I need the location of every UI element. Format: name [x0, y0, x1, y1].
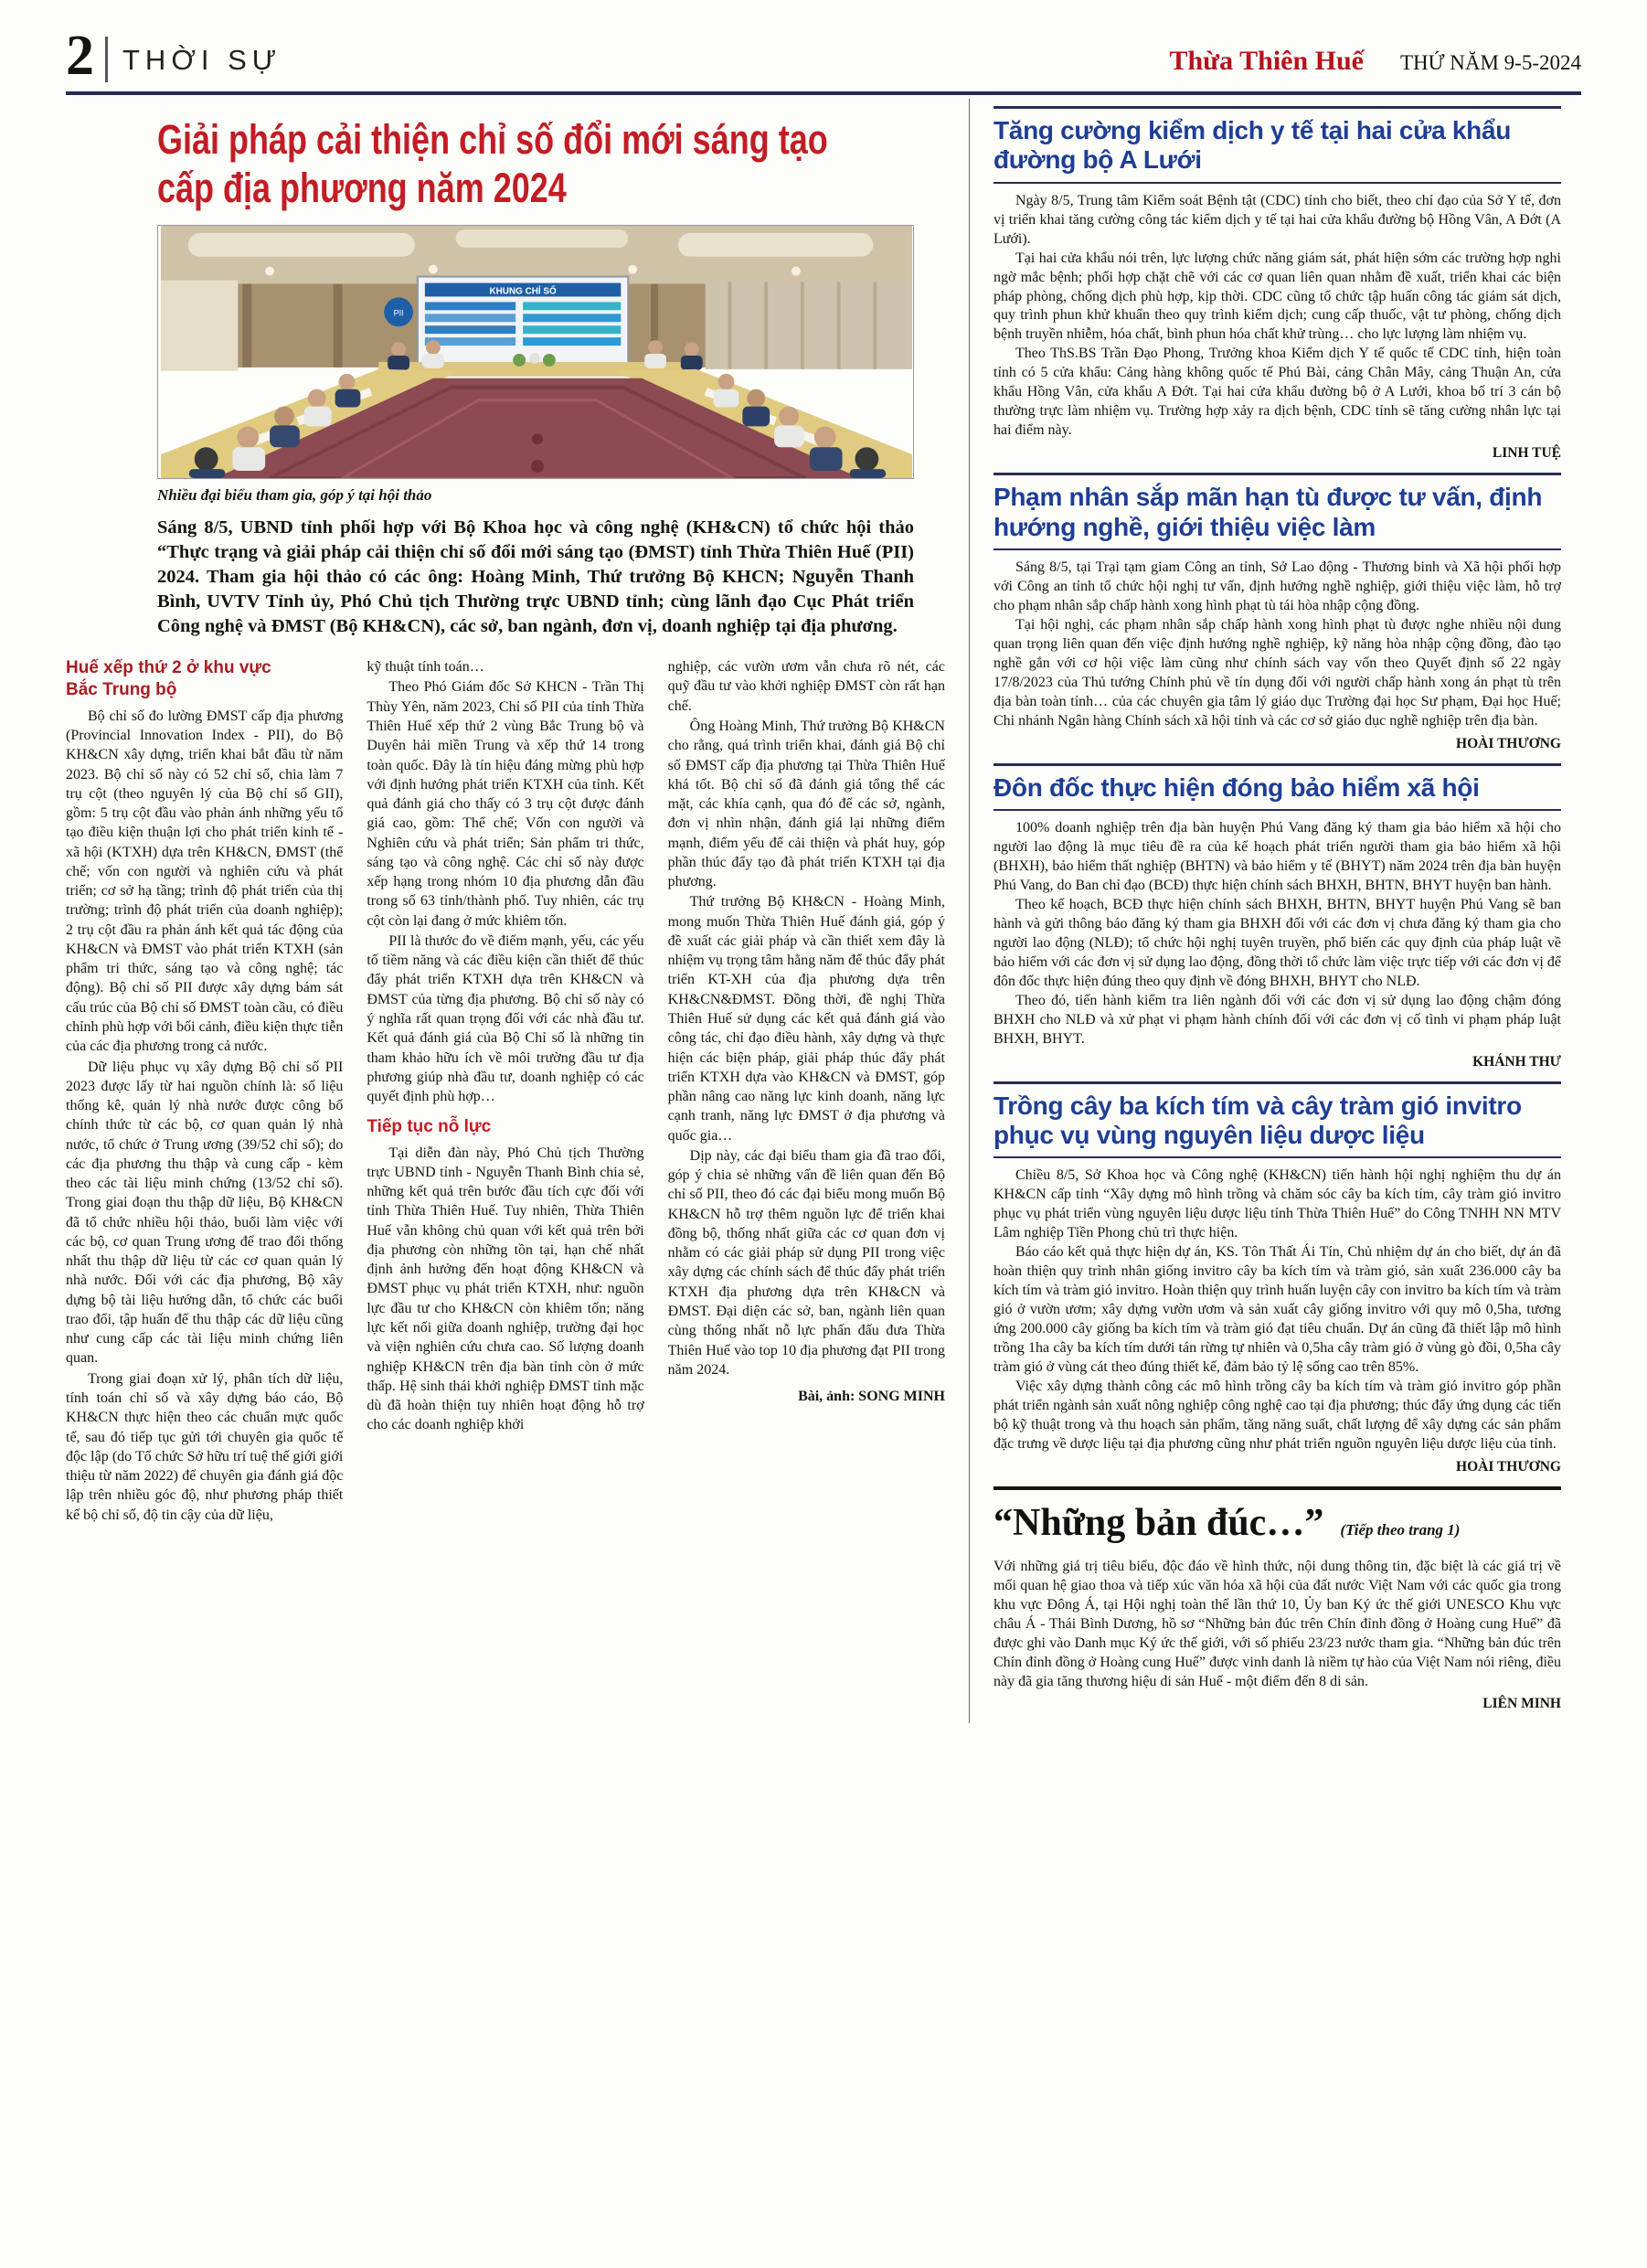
main-headline-line2: cấp địa phương năm 2024: [157, 164, 567, 211]
page-header: [0, 0, 1647, 91]
main-headline: [157, 115, 945, 212]
column-2: [367, 657, 643, 1526]
header-divider-bar: [105, 37, 108, 82]
article-body: [994, 192, 1561, 441]
paragraph: Bộ chỉ số đo lường ĐMST cấp địa phương (Provincial Innovation Index - PII), do Bộ KH&CN xây dựng, triển khai bắt đầu từ năm 2023. Bộ chỉ số này có 52 chỉ số, chia làm 7 trụ cột (theo nguyên lý của Bộ chỉ số GII), gồm: 5 trụ cột đầu vào phản ánh những yếu tố tạo điều kiện thuận lợi cho phát triển kinh tế - xã hội (KTXH) dựa trên KH&CN, ĐMST (thể chế; vốn con người và nghiên cứu và phát triển; cơ sở hạ tầng; trình độ phát triển của thị trường; trình độ phát triển của doanh nghiệp); 2 trụ cột đầu ra phản ánh kết quả tác động của KH&CN và ĐMST vào phát triển KTXH (sản phẩm tri thức, sáng tạo và công nghệ; tác động). Bộ chỉ số PII được xây dựng bám sát cấu trúc của Bộ chỉ số ĐMST toàn cầu, có điều chỉnh phù hợp với bối cảnh, điều kiện thực tiễn của các địa phương trong cả nước.: [66, 708, 344, 1055]
conference-photo: [157, 225, 914, 479]
paragraph: Theo Phó Giám đốc Sở KHCN - Trần Thị Thùy Yên, năm 2023, Chỉ số PII của tỉnh Thừa Thiên Huế xếp thứ 2 vùng Bắc Trung bộ và Duyên hải miền Trung và xếp thứ 14 trong toàn quốc. Đây là tín hiệu đáng mừng phù hợp với định hướng phát triển KTXH của tỉnh. Kết quả đánh giá cho thấy có 3 trụ cột được đánh giá cao, gồm: Thể chế; Vốn con người và Nghiên cứu và phát triển; Sản phẩm tri thức, sáng tạo và công nghệ. Các chỉ số này được xếp hạng trong nhóm 10 địa phương dẫn đầu trong số 63 tỉnh/thành phố. Tuy nhiên, các trụ cột còn lại đang ở mức khiêm tốn.: [367, 679, 644, 929]
article-headline: “Những bản đúc…”: [994, 1501, 1324, 1544]
article-byline: LIÊN MINH: [1482, 1696, 1561, 1712]
article-byline: KHÁNH THƯ: [1472, 1053, 1561, 1070]
paragraph: Tại hội nghị, các phạm nhân sắp chấp hành xong hình phạt tù được nghe nhiều nội dung quan trọng liên quan đến việc định hướng nghề nghiệp, kỹ năng hòa nhập cộng đồng, đào tạo nghề gắn với cơ hội việc làm cũng như chính sách vay vốn theo Quyết định số 22 ngày 17/8/2023 của Thủ tướng Chính phủ về tín dụng đối với người chấp hành xong án phạt tù trên địa bàn toàn tỉnh… của các chuyên gia tâm lý giáo dục Trường đại học Sư phạm, Đại học Huế; Chi nhánh Ngân hàng Chính sách xã hội tỉnh và các cơ sở giáo dục nghề nghiệp trên địa bàn.: [994, 616, 1561, 729]
lead-paragraph: Sáng 8/5, UBND tỉnh phối hợp với Bộ Khoa học và công nghệ (KH&CN) tổ chức hội thảo “Thực trạng và giải pháp cải thiện chỉ số đổi mới sáng tạo (ĐMST) tỉnh Thừa Thiên Huế (PII) 2024. Tham gia hội thảo có các ông: Hoàng Minh, Thứ trưởng Bộ KHCN; Nguyễn Thanh Bình, UVTV Tỉnh ủy, Phó Chủ tịch Thường trực UBND tỉnh; cùng lãnh đạo Cục Phát triển Công nghệ và ĐMST (Bộ KH&CN), các sở, ban ngành, đơn vị, doanh nghiệp tại địa phương.: [157, 516, 914, 637]
column-3: [668, 657, 945, 1526]
paragraph: Ông Hoàng Minh, Thứ trưởng Bộ KH&CN cho rằng, quá trình triển khai, đánh giá Bộ chỉ số ĐMST cấp địa phương tại Thừa Thiên Huế khá tốt. Bộ chỉ số đã đánh giá tổng thể các mặt, các khía cạnh, qua đó để các sở, ngành, đơn vị nhìn nhận, đánh giá lại những điểm mạnh, điểm yếu để cải thiện và phát huy, góp phần thúc đẩy tạo đà phát triển KTXH tại địa phương.: [667, 719, 945, 890]
projection-screen: [384, 277, 628, 364]
newspaper-brand: Thừa Thiên Huế: [1169, 45, 1364, 76]
sidebar-article-kiem-dich: [994, 106, 1561, 462]
article-headline: Trồng cây ba kích tím và cây tràm gió invitro phục vụ vùng nguyên liệu dược liệu: [994, 1091, 1522, 1150]
paragraph: Ngày 8/5, Trung tâm Kiểm soát Bệnh tật (CDC) tỉnh cho biết, theo chỉ đạo của Sở Y tế, đơn vị triển khai tăng cường công tác kiểm dịch y tế tại hai cửa khẩu đường bộ Hồng Vân, A Đớt (A Lưới).: [994, 192, 1561, 247]
main-headline-line1: Giải pháp cải thiện chỉ số đổi mới sáng tạo: [157, 115, 828, 163]
article-byline: HOÀI THƯƠNG: [1456, 1458, 1561, 1475]
article-body: [994, 1166, 1561, 1453]
paragraph: Sáng 8/5, tại Trại tạm giam Công an tỉnh, Sở Lao động - Thương binh và Xã hội phối hợp với Công an tỉnh tổ chức hội nghị tư vấn, định hướng nghề nghiệp, giới thiệu việc làm, hỗ trợ cho phạm nhân sắp chấp hành xong hình phạt tù tái hòa nhập cộng đồng.: [994, 559, 1561, 613]
paragraph: Theo ThS.BS Trần Đạo Phong, Trưởng khoa Kiểm dịch Y tế quốc tế CDC tỉnh, hiện toàn tỉnh có 5 cửa khẩu: Cảng hàng không quốc tế Phú Bài, cảng Chân Mây, cảng Thuận An, cửa khẩu Hồng Vân, cửa khẩu A Đớt. Tại hai cửa khẩu đường bộ ở A Lưới, khoa bố trí 3 cán bộ thường trực làm nhiệm vụ. Trường hợp xảy ra dịch bệnh, CDC tỉnh sẽ tăng cường nhân lực tại hai điểm này.: [994, 346, 1561, 439]
photo-caption: Nhiều đại biểu tham gia, góp ý tại hội thảo: [157, 485, 432, 504]
sidebar-article-pham-nhan: [994, 473, 1561, 752]
article-body: [994, 1558, 1561, 1692]
paragraph: Trong giai đoạn xử lý, phân tích dữ liệu, tính toán chỉ số và xây dựng báo cáo, Bộ KH&CN thực hiện theo các chuẩn mực quốc tế, sau đó tiếp tục gửi tới chuyên gia quốc tế độc lập (do Tổ chức Sở hữu trí tuệ thế giới giới thiệu từ năm 2022) để chuyên gia đánh giá độc lập trên nhiều góc độ, như phương pháp thiết kế bộ chỉ số, độ tin cậy của dữ liệu,: [66, 1370, 344, 1523]
paragraph: Với những giá trị tiêu biểu, độc đáo về hình thức, nội dung thông tin, đặc biệt là các giá trị về mối quan hệ giao thoa và tiếp xúc văn hóa xã hội của đất nước Việt Nam với các quốc gia trong khu vực Đông Á, tại Hội nghị toàn thể lần thứ 10, Ủy ban Ký ức thế giới UNESCO Khu vực châu Á - Thái Bình Dương, hồ sơ “Những bản đúc trên Chín đỉnh đồng ở Hoàng cung Huế” đã được ghi vào Danh mục Ký ức thế giới, với số phiếu 23/23 nước tham gia. “Những bản đúc trên Chín đỉnh đồng ở Hoàng cung Huế” được vinh danh là niềm tự hào của Việt Nam nói riêng, điều này đã gia tăng thương hiệu di sản Huế - một điểm đến 8 di sản.: [994, 1558, 1561, 1689]
headline-box: [994, 475, 1561, 550]
paragraph: Tại diễn đàn này, Phó Chủ tịch Thường trực UBND tỉnh - Nguyễn Thanh Bình chia sẻ, những kết quả trên bước đầu tích cực đối với tỉnh Thừa Thiên Huế. Tuy nhiên, Thừa Thiên Huế vẫn không chủ quan với kết quả trên bởi địa phương còn những tồn tại, hạn chế nhất định ảnh hưởng đến hoạt động KH&CN và ĐMST phục vụ phát triển KTXH, như: nguồn lực đầu tư cho KH&CN còn khiêm tốn; năng lực kết nối giữa doanh nghiệp, trường đại học và viện nghiên cứu chưa cao. Số lượng doanh nghiệp KH&CN trên địa bàn tỉnh còn ở mức thấp. Hệ sinh thái khởi nghiệp ĐMST tỉnh mặc dù đã hoàn thiện tuy nhiên hoạt động hỗ trợ cho các doanh nghiệp khởi: [367, 1145, 644, 1433]
article-byline: HOÀI THƯƠNG: [1456, 735, 1561, 751]
article-headline: Phạm nhân sắp mãn hạn tù được tư vấn, định hướng nghề, giới thiệu việc làm: [994, 483, 1543, 541]
article-body: [994, 819, 1561, 1049]
paragraph: Thứ trưởng Bộ KH&CN - Hoàng Minh, mong muốn Thừa Thiên Huế đánh giá, góp ý đề xuất các giải pháp và cần thiết xem đây là nhiệm vụ trọng tâm hằng năm để thúc đẩy phát triển KT-XH của địa phương dựa trên KH&CN&ĐMST. Đồng thời, đề nghị Thừa Thiên Huế sử dụng các kết quả đánh giá vào công tác, chỉ đạo điều hành, xây dựng và thực hiện các biện pháp, giải pháp thúc đẩy phát triển KTXH dựa vào KH&CN và ĐMST, góp phần nâng cao năng lực kinh doanh, năng lực cạnh tranh, năng lực ĐMST ở địa phương và quốc gia…: [667, 894, 945, 1144]
paragraph: PII là thước đo về điểm mạnh, yếu, các yếu tố tiềm năng và các điều kiện cần thiết để thúc đẩy phát triển KTXH dựa trên KH&CN và ĐMST của từng địa phương. Bộ chỉ số này có ý nghĩa rất quan trọng đối với các nhà đầu tư. Kết quả đánh giá của Bộ Chỉ số là những tin tham khảo hữu ích về môi trường đầu tư địa phương giúp nhà đầu tư, doanh nghiệp có các quyết định phù hợp…: [367, 932, 644, 1105]
article-headline: Tăng cường kiểm dịch y tế tại hai cửa khẩu đường bộ A Lưới: [994, 115, 1512, 175]
headline-box: [994, 109, 1561, 184]
paragraph: Việc xây dựng thành công các mô hình trồng cây ba kích tím và tràm gió invitro góp phần phát triển ngành sản xuất nông nghiệp công nghệ cao tại địa phương; thúc đẩy ứng dụng các tiến bộ kỹ thuật trong và thu hoạch sản phẩm, tăng năng suất, chất lượng để xây dựng các sản phẩm đặc trưng về dược liệu tại địa phương cũng như phát triển nguồn nguyên liệu dược liệu của tỉnh.: [994, 1378, 1561, 1452]
conference-photo-art: [158, 226, 915, 478]
continued-from-note: (Tiếp theo trang 1): [1340, 1520, 1461, 1539]
main-article-byline: Bài, ảnh: SONG MINH: [798, 1389, 945, 1405]
paragraph: 100% doanh nghiệp trên địa bàn huyện Phú Vang đăng ký tham gia bảo hiểm xã hội cho người lao động là mục tiêu đề ra của kế hoạch phát triển người tham gia bảo hiểm xã hội (BHXH), bảo hiểm thất nghiệp (BHTN) và bảo hiểm y tế (BHYT) năm 2024 trên địa bàn huyện Phú Vang, do Ban chỉ đạo (BCĐ) thực hiện chính sách BHXH, BHTN, BHYT huyện ban hành.: [994, 820, 1561, 893]
article-byline: LINH TUỆ: [1492, 445, 1561, 462]
paragraph: Dữ liệu phục vụ xây dựng Bộ chỉ số PII 2023 được lấy từ hai nguồn chính là: số liệu thống kê, quản lý nhà nước được công bố chính thức từ các bộ, cơ quan quản lý nhà nước, tổ chức ở Trung ương (39/52 chỉ số); do các địa phương thu thập và cung cấp - kèm theo các tài liệu minh chứng (13/52 chỉ số). Trong giai đoạn thu thập dữ liệu, Bộ KH&CN đã tổ chức nhiều hội thảo, buổi làm việc với các bộ, cơ quan Trung ương để trao đổi thống nhất thu thập dữ liệu từ các cơ quan quản lý nhà nước. Đối với các địa phương, Bộ xây dựng bộ tài liệu hướng dẫn, tổ chức các buổi trao đổi, tập huấn để thu thập các dữ liệu cũng như cung cấp các tài liệu minh chứng liên quan.: [66, 1059, 344, 1367]
svg-text:KHUNG CHỈ SỐ: KHUNG CHỈ SỐ: [489, 286, 557, 297]
svg-text:PII: PII: [393, 308, 404, 318]
column-1: [66, 657, 343, 1526]
sidebar-column: [969, 99, 1561, 1724]
sidebar-article-nhung-ban-duc: [994, 1486, 1561, 1713]
section-title: THỜI SỰ: [122, 43, 282, 76]
paragraph: Dịp này, các đại biểu tham gia đã trao đổi, góp ý chia sẻ những vấn đề liên quan đến Bộ chỉ số PII, theo đó các đại biểu mong muốn Bộ KH&CN hỗ trợ thêm nguồn lực để triển khai đồng bộ, thống nhất giữa các cơ quan đơn vị nhằm có các giải pháp sử dụng PII trong việc xây dựng các chính sách để thúc đẩy phát triển KTXH địa phương dựa trên KH&CN và ĐMST. Đại diện các sở, ban, ngành liên quan cùng thống nhất nỗ lực phấn đấu đưa Thừa Thiên Huế vào top 10 địa phương đạt PII trong năm 2024.: [667, 1147, 945, 1378]
headline-box: [994, 1490, 1561, 1552]
page-number: 2: [66, 25, 94, 87]
paragraph: nghiệp, các vườn ươm vẫn chưa rõ nét, các quỹ đầu tư vào khởi nghiệp ĐMST còn rất hạn chế.: [667, 659, 945, 714]
sidebar-article-ba-kich-tim: [994, 1081, 1561, 1475]
subhead-tiep-tuc-no-luc: Tiếp tục nỗ lực: [367, 1117, 492, 1137]
paragraph: Tại hai cửa khẩu nói trên, lực lượng chức năng giám sát, phát hiện sớm các trường hợp nghi ngờ mắc bệnh; phối hợp chặt chẽ với các cơ quan liên quan nhằm đề xuất, triển khai các biện pháp phòng, chống dịch phù hợp, kịp thời. CDC cũng tổ chức tập huấn công tác giám sát dịch, quy trình phun khử khuẩn theo quy trình kiểm dịch; cung cấp thuốc, vật tư phòng, chống dịch bệnh truyền nhiễm, hóa chất, bình phun hóa chất khử trùng… cho lực lượng làm nhiệm vụ.: [994, 250, 1561, 343]
paragraph: Theo đó, tiến hành kiểm tra liên ngành đối với các đơn vị sử dụng lao động chậm đóng BHXH cho NLĐ và xử phạt vi phạm hành chính đối với các đơn vị cố tình vi phạm pháp luật BHXH, BHYT.: [994, 992, 1561, 1047]
paragraph: Chiều 8/5, Sở Khoa học và Công nghệ (KH&CN) tiến hành hội nghị nghiệm thu dự án KH&CN cấp tỉnh “Xây dựng mô hình trồng và chăm sóc cây ba kích tím, cây tràm gió invitro phục vụ phát triển vùng nguyên liệu dược liệu tỉnh Thừa Thiên Huế” do Công TNHH NN MTV Lâm nghiệp Tiền Phong chủ trì thực hiện.: [994, 1167, 1561, 1241]
article-headline: Đôn đốc thực hiện đóng bảo hiểm xã hội: [994, 772, 1480, 802]
sidebar-article-bao-hiem: [994, 763, 1561, 1070]
main-article: [66, 99, 945, 1724]
paragraph: kỹ thuật tính toán…: [367, 659, 484, 676]
headline-box: [994, 1084, 1561, 1159]
paragraph: Báo cáo kết quả thực hiện dự án, KS. Tôn Thất Ái Tín, Chủ nhiệm dự án cho biết, dự án đã hoàn thiện quy trình nhân giống invitro cây ba kích tím và tràm gió, sản xuất 236.000 cây ba kích tím và tràm gió invitro. Hoàn thiện quy trình huấn luyện cây con invitro ba kích tím và tràm gió ở vườn ươm; xây dựng vườn ươm và sản xuất cây giống invitro với quy mô 0,5ha, tương ứng 200.000 cây giống ba kích tím và tràm gió đạt tiêu chuẩn. Dự án cũng đã thiết lập mô hình trồng 1ha cây ba kích tím dưới tán rừng tự nhiên và 0,5ha cây tràm gió ở vùng gò đồi, 0,5ha cây tràm gió ở vùng cát theo đúng thiết kế, đảm bảo tỷ lệ sống cao trên 85%.: [994, 1244, 1561, 1376]
headline-box: [994, 766, 1561, 811]
paragraph: Theo kế hoạch, BCĐ thực hiện chính sách BHXH, BHTN, BHYT huyện Phú Vang sẽ ban hành và gửi thông báo đăng ký tham gia BHXH đối với các đơn vị chưa đăng ký tham gia cho người lao động (NLĐ); tổ chức hội nghị tuyên truyền, phổ biến các quy định của pháp luật về bảo hiểm với các đơn vị sử dụng lao động, đồng thời tổ chức làm việc trực tiếp với các đơn vị để đôn đốc thực hiện đúng theo quy định về đóng BHXH, BHYT cho NLĐ.: [994, 896, 1561, 989]
subhead-hue-rank: Huế xếp thứ 2 ở khu vực Bắc Trung bộ: [66, 658, 271, 699]
main-article-columns: [66, 657, 945, 1526]
issue-date: THỨ NĂM 9-5-2024: [1400, 50, 1581, 74]
article-body: [994, 559, 1561, 731]
